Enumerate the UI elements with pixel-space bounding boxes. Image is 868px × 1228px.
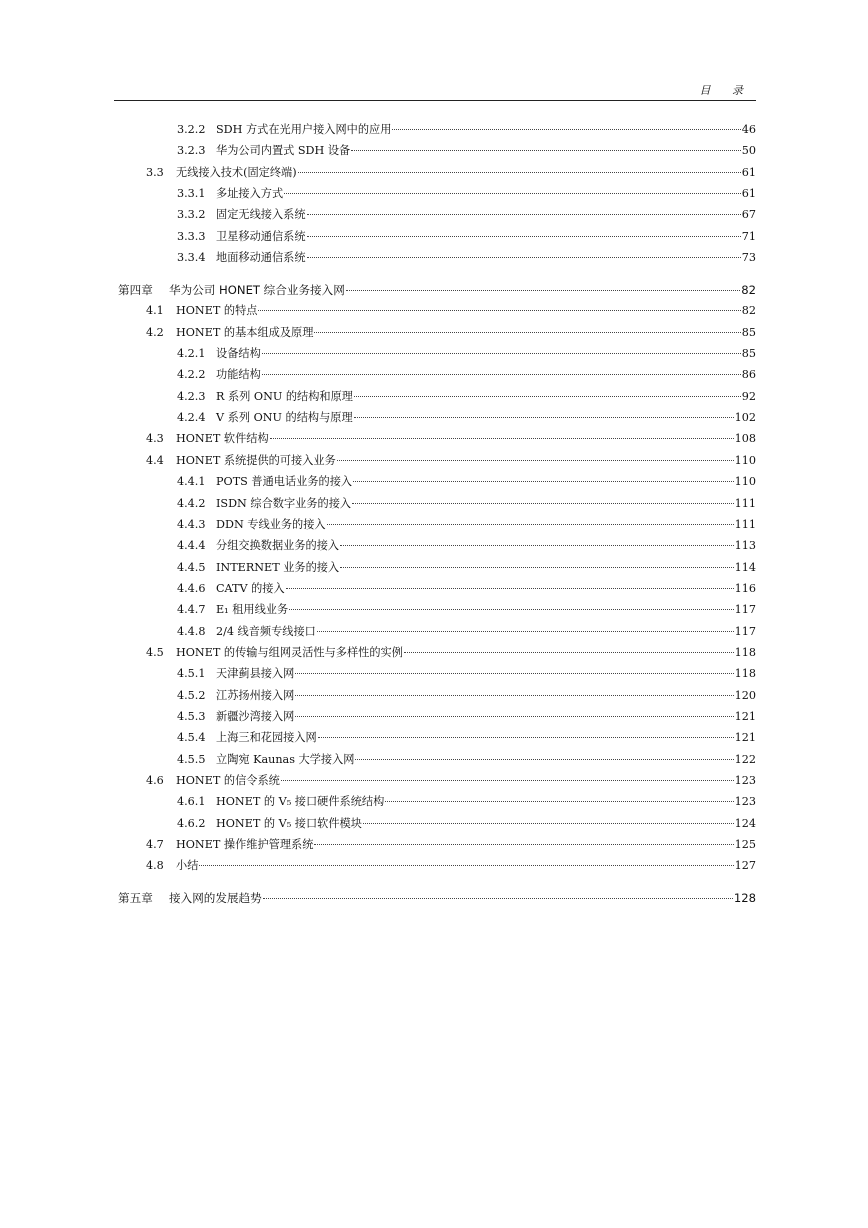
toc-entry-title: 地面移动通信系统	[216, 251, 306, 265]
toc-entry[interactable]	[146, 432, 756, 446]
toc-entry-page: 127	[734, 859, 756, 873]
toc-entry-number: 4.4	[146, 453, 164, 467]
toc-entry-title: CATV 的接入	[216, 581, 285, 595]
toc-entry[interactable]	[146, 454, 756, 468]
dot-leader	[317, 631, 734, 632]
toc-entry-page: 108	[734, 432, 756, 446]
toc-entry-number: 第五章	[118, 891, 153, 906]
toc-entry-page: 114	[734, 560, 756, 574]
toc-entry[interactable]	[177, 518, 756, 532]
toc-entry-page: 71	[741, 229, 756, 243]
dot-leader	[263, 898, 733, 899]
toc-entry-page: 111	[734, 517, 756, 531]
toc-entry[interactable]	[146, 166, 756, 180]
dot-leader	[354, 396, 741, 397]
toc-entry[interactable]	[177, 411, 756, 425]
toc-entry-page: 92	[741, 389, 756, 403]
toc-entry-title: ISDN 综合数字业务的接入	[216, 496, 352, 510]
toc-entry-number: 4.5.2	[177, 688, 206, 702]
toc-entry-number: 4.6.2	[177, 816, 206, 830]
toc-entry-page: 128	[733, 891, 756, 906]
dot-leader	[314, 332, 740, 333]
toc-entry-title: 接入网的发展趋势	[169, 891, 262, 906]
dot-leader	[298, 172, 741, 173]
toc-entry-page: 85	[741, 347, 756, 360]
toc-entry[interactable]	[118, 283, 756, 297]
toc-entry-number: 3.3.1	[177, 187, 206, 201]
toc-entry[interactable]	[177, 731, 756, 745]
toc-entry-number: 4.5.3	[177, 710, 206, 723]
toc-entry[interactable]	[177, 603, 756, 617]
toc-entry-page: 124	[734, 816, 756, 830]
toc-entry-title: 江苏扬州接入网	[216, 688, 295, 702]
dot-leader	[295, 716, 733, 717]
dot-leader	[314, 844, 733, 845]
toc-entry-number: 4.6.1	[177, 795, 206, 809]
dot-leader	[295, 695, 733, 696]
toc-entry[interactable]	[118, 891, 756, 905]
dot-leader	[340, 545, 734, 546]
toc-entry-title: HONET 软件结构	[176, 432, 269, 446]
toc-entry-title: 新疆沙湾接入网	[216, 710, 295, 723]
toc-entry-number: 4.5.1	[177, 667, 206, 681]
toc-entry-number: 4.4.7	[177, 603, 206, 617]
toc-entry-number: 3.3	[146, 165, 164, 179]
toc-entry-page: 73	[741, 251, 756, 265]
toc-entry[interactable]	[177, 561, 756, 575]
dot-leader	[318, 737, 734, 738]
dot-leader	[351, 150, 741, 151]
toc-entry[interactable]	[177, 251, 756, 265]
toc-entry-title: POTS 普通电话业务的接入	[216, 475, 353, 489]
toc-entry[interactable]	[177, 187, 756, 201]
toc-entry-title: HONET 的信令系统	[176, 774, 280, 787]
dot-leader	[327, 524, 734, 525]
toc-entry-title: 立陶宛 Kaunas 大学接入网	[216, 752, 355, 766]
toc-entry-page: 82	[741, 282, 756, 297]
toc-entry[interactable]	[177, 497, 756, 511]
toc-entry-page: 117	[734, 603, 756, 617]
toc-entry-title: DDN 专线业务的接入	[216, 517, 326, 531]
toc-entry-page: 113	[734, 539, 756, 553]
toc-entry-title: 上海三和花园接入网	[216, 731, 317, 745]
toc-entry-number: 4.8	[146, 859, 164, 873]
toc-entry[interactable]	[177, 817, 756, 831]
toc-entry-number: 4.4.8	[177, 624, 206, 638]
dot-leader	[258, 310, 740, 311]
dot-leader	[352, 503, 734, 504]
toc-entry[interactable]	[177, 582, 756, 596]
toc-entry[interactable]	[146, 774, 756, 788]
toc-entry-page: 120	[734, 688, 756, 702]
toc-entry-number: 3.3.2	[177, 208, 206, 222]
toc-entry-title: HONET 的基本组成及原理	[176, 325, 314, 339]
toc-entry-number: 3.2.2	[177, 123, 206, 136]
toc-entry-title: 设备结构	[216, 347, 261, 360]
toc-entry-page: 118	[734, 667, 756, 681]
toc-entry-page: 122	[734, 752, 756, 766]
toc-entry-title: 华为公司 HONET 综合业务接入网	[169, 282, 345, 297]
toc-entry-number: 3.2.3	[177, 144, 206, 158]
toc-entry-number: 4.4.2	[177, 496, 206, 510]
toc-entry-title: V 系列 ONU 的结构与原理	[216, 411, 353, 425]
dot-leader	[307, 236, 741, 237]
toc-entry-number: 4.5	[146, 645, 164, 659]
toc-entry-number: 4.7	[146, 838, 164, 852]
toc-entry[interactable]	[177, 347, 756, 361]
dot-leader	[199, 865, 733, 866]
toc-entry-page: 125	[734, 838, 756, 852]
header-title: 目 录	[699, 84, 752, 97]
toc-entry[interactable]	[177, 753, 756, 767]
toc-entry-number: 4.2.2	[177, 368, 206, 382]
dot-leader	[307, 257, 741, 258]
dot-leader	[340, 567, 733, 568]
toc-entry-title: 小结	[176, 859, 199, 873]
toc-entry-title: HONET 的 V₅ 接口软件模块	[216, 816, 362, 830]
dot-leader	[354, 417, 734, 418]
toc-entry-number: 4.4.1	[177, 475, 206, 489]
toc-entry-page: 123	[734, 795, 756, 809]
dot-leader	[346, 290, 740, 291]
toc-entry-number: 4.6	[146, 774, 164, 787]
toc-entry[interactable]	[177, 689, 756, 703]
toc-entry[interactable]	[177, 123, 756, 137]
toc-entry-title: 分组交换数据业务的接入	[216, 539, 340, 553]
toc-entry-title: SDH 方式在光用户接入网中的应用	[216, 123, 392, 136]
dot-leader	[262, 374, 741, 375]
toc-entry-number: 4.1	[146, 304, 164, 318]
toc-entry[interactable]	[146, 326, 756, 340]
toc-entry-number: 4.4.4	[177, 539, 206, 553]
toc-entry-title: E₁ 租用线业务	[216, 603, 289, 617]
toc-entry-page: 61	[741, 165, 756, 179]
toc-entry-page: 111	[734, 496, 756, 510]
dot-leader	[289, 609, 733, 610]
toc-entry[interactable]	[177, 667, 756, 681]
toc-entry[interactable]	[177, 230, 756, 244]
dot-leader	[337, 460, 734, 461]
toc-entry-page: 116	[734, 581, 756, 595]
toc-entry-page: 82	[741, 304, 756, 318]
toc-entry[interactable]	[177, 795, 756, 809]
toc-entry-page: 121	[734, 731, 756, 745]
toc-entry-page: 110	[734, 475, 756, 489]
toc-entry-title: 天津蓟县接入网	[216, 667, 295, 681]
toc-entry-title: INTERNET 业务的接入	[216, 560, 340, 574]
page-header	[114, 84, 756, 101]
dot-leader	[307, 214, 741, 215]
toc-entry-page: 85	[741, 325, 756, 339]
dot-leader	[385, 801, 733, 802]
dot-leader	[281, 780, 734, 781]
toc-entry[interactable]	[177, 390, 756, 404]
dot-leader	[262, 353, 741, 354]
toc-entry-title: 固定无线接入系统	[216, 208, 306, 222]
toc-entry[interactable]	[177, 539, 756, 553]
toc-entry-title: HONET 的传输与组网灵活性与多样性的实例	[176, 645, 403, 659]
toc-entry-title: HONET 的 V₅ 接口硬件系统结构	[216, 795, 385, 809]
toc-entry[interactable]	[177, 208, 756, 222]
toc-entry-page: 123	[734, 774, 756, 787]
toc-entry[interactable]	[146, 304, 756, 318]
dot-leader	[355, 759, 733, 760]
toc-entry-page: 67	[741, 208, 756, 222]
toc-entry-title: 无线接入技术(固定终端)	[176, 165, 297, 179]
toc-entry[interactable]	[177, 625, 756, 639]
toc-entry[interactable]	[177, 475, 756, 489]
toc-entry-number: 4.2.1	[177, 347, 206, 360]
toc-entry-page: 50	[741, 144, 756, 158]
toc-entry[interactable]	[177, 144, 756, 158]
toc-entry-number: 4.4.3	[177, 517, 206, 531]
toc-entry-number: 4.5.5	[177, 752, 206, 766]
dot-leader	[286, 588, 734, 589]
toc-entry-page: 110	[734, 453, 756, 467]
toc-entry-number: 4.3	[146, 432, 164, 446]
toc-entry-title: 功能结构	[216, 368, 261, 382]
toc-entry-number: 4.2	[146, 325, 164, 339]
toc-entry-number: 4.4.5	[177, 560, 206, 574]
toc-entry-title: HONET 操作维护管理系统	[176, 838, 314, 852]
toc-entry-number: 4.2.4	[177, 411, 206, 425]
toc-entry-page: 121	[734, 710, 756, 723]
toc-entry-page: 117	[734, 624, 756, 638]
toc-entry-title: 2/4 线音频专线接口	[216, 624, 316, 638]
dot-leader	[284, 193, 741, 194]
toc-entry-number: 3.3.3	[177, 229, 206, 243]
toc-entry-number: 4.2.3	[177, 389, 206, 403]
toc-entry-page: 86	[741, 368, 756, 382]
toc-entry-page: 61	[741, 187, 756, 201]
toc-entry-page: 118	[734, 645, 756, 659]
toc-entry-number: 3.3.4	[177, 251, 206, 265]
toc-entry-title: 卫星移动通信系统	[216, 229, 306, 243]
dot-leader	[295, 673, 733, 674]
dot-leader	[270, 438, 734, 439]
toc-entry[interactable]	[146, 838, 756, 852]
dot-leader	[363, 823, 734, 824]
toc-entry[interactable]	[177, 368, 756, 382]
toc-entry-title: 多址接入方式	[216, 187, 284, 201]
toc-entry-page: 102	[734, 411, 756, 425]
dot-leader	[392, 129, 740, 130]
toc-entry-title: R 系列 ONU 的结构和原理	[216, 389, 353, 403]
toc-entry[interactable]	[146, 646, 756, 660]
dot-leader	[404, 652, 734, 653]
toc-entry-number: 4.5.4	[177, 731, 206, 745]
toc-entry-title: HONET 系统提供的可接入业务	[176, 453, 336, 467]
dot-leader	[353, 481, 734, 482]
toc-entry-title: HONET 的特点	[176, 304, 258, 318]
toc-entry[interactable]	[177, 710, 756, 724]
toc-entry-number: 4.4.6	[177, 581, 206, 595]
toc-entry-page: 46	[741, 123, 756, 136]
toc-entry-title: 华为公司内置式 SDH 设备	[216, 144, 351, 158]
toc-entry[interactable]	[146, 859, 756, 873]
toc-entry-number: 第四章	[118, 282, 153, 297]
